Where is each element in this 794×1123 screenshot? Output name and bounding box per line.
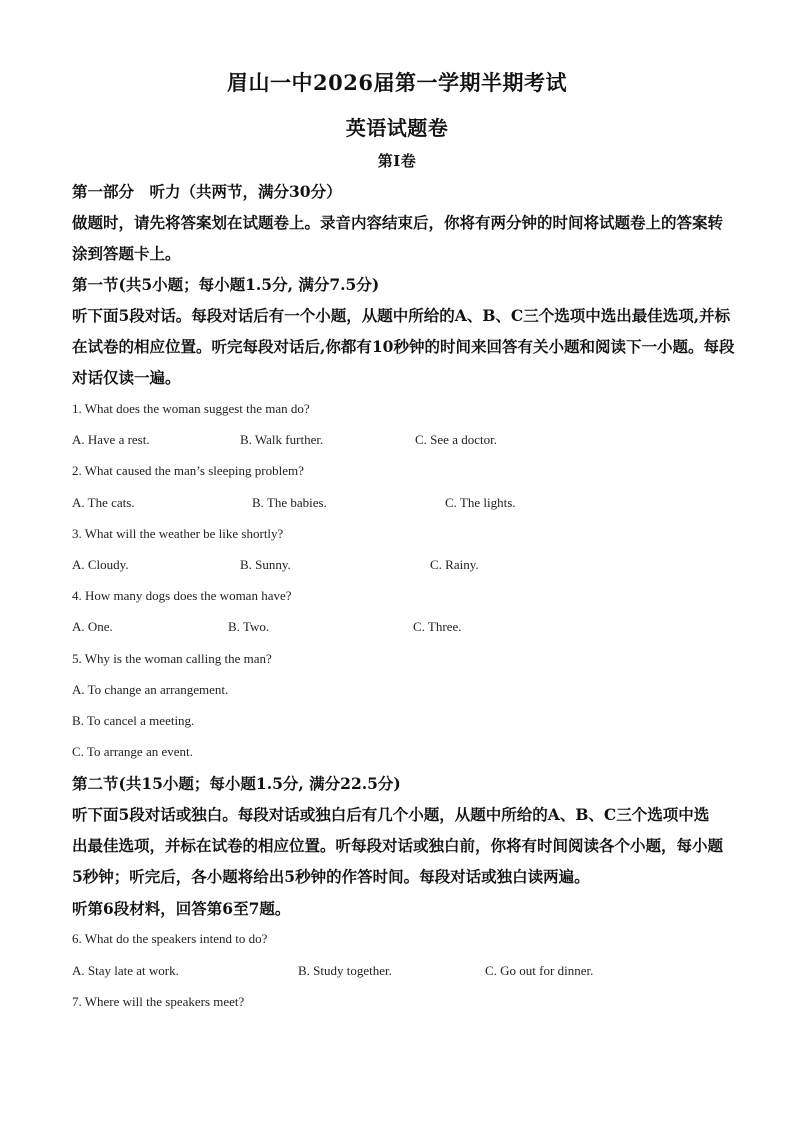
answer-option: C. To arrange an event. [72, 744, 193, 759]
answer-option: B. Sunny. [240, 557, 291, 572]
answer-option: A. One. [72, 619, 113, 634]
question-stem: 4. How many dogs does the woman have? [72, 588, 292, 603]
answer-option: C. See a doctor. [415, 432, 497, 447]
section2-heading: 第二节(共15小题；每小题1.5分, 满分22.5分) [72, 774, 401, 793]
answer-option: A. The cats. [72, 495, 135, 510]
answer-option: A. Cloudy. [72, 557, 129, 572]
answer-option: B. To cancel a meeting. [72, 713, 195, 728]
question-stem: 7. Where will the speakers meet? [72, 994, 245, 1009]
answer-option: B. Two. [228, 619, 270, 634]
answer-option: C. Three. [413, 619, 462, 634]
section2-instruction: 听下面5段对话或独白。每段对话或独白后有几个小题，从题中所给的A、B、C三个选项中选出最佳选项，并标在试卷的相应位置。听每段对话或独白前，你将有时间阅读各个小题，每小题5秒钟；听完后，各小题将给出5秒钟的作答时间。每段对话或独白读两遍。 [72, 805, 724, 886]
question-stem: 3. What will the weather be like shortly? [72, 526, 284, 541]
answer-option: A. Have a rest. [72, 432, 150, 447]
answer-option: A. To change an arrangement. [72, 682, 229, 697]
exam-subtitle: 英语试题卷 [345, 116, 449, 140]
answer-option: B. Walk further. [240, 432, 324, 447]
answer-option: B. Study together. [298, 963, 392, 978]
question-stem: 1. What does the woman suggest the man do? [72, 401, 310, 416]
exam-title: 眉山一中2026届第一学期半期考试 [227, 70, 567, 95]
section1-instruction: 听下面5段对话。每段对话后有一个小题，从题中所给的A、B、C三个选项中选出最佳选项,并标在试卷的相应位置。听完每段对话后,你都有10秒钟的时间来回答有关小题和阅读下一小题。每段对话仅读一遍。 [72, 306, 735, 387]
answer-option: C. Go out for dinner. [485, 963, 594, 978]
part1-instruction: 做题时，请先将答案划在试题卷上。录音内容结束后，你将有两分钟的时间将试题卷上的答案转涂到答题卡上。 [72, 213, 724, 263]
answer-option: A. Stay late at work. [72, 963, 179, 978]
question-stem: 6. What do the speakers intend to do? [72, 931, 268, 946]
answer-option: B. The babies. [252, 495, 327, 510]
volume-label: 第I卷 [377, 152, 417, 170]
question-stem: 2. What caused the man’s sleeping problem? [72, 463, 304, 478]
answer-option: C. Rainy. [430, 557, 479, 572]
answer-option: C. The lights. [445, 495, 516, 510]
question-stem: 5. Why is the woman calling the man? [72, 651, 272, 666]
material-note: 听第6段材料，回答第6至7题。 [72, 899, 291, 918]
part1-heading: 第一部分 听力（共两节，满分30分） [72, 182, 342, 201]
section1-heading: 第一节(共5小题；每小题1.5分, 满分7.5分) [72, 275, 380, 294]
